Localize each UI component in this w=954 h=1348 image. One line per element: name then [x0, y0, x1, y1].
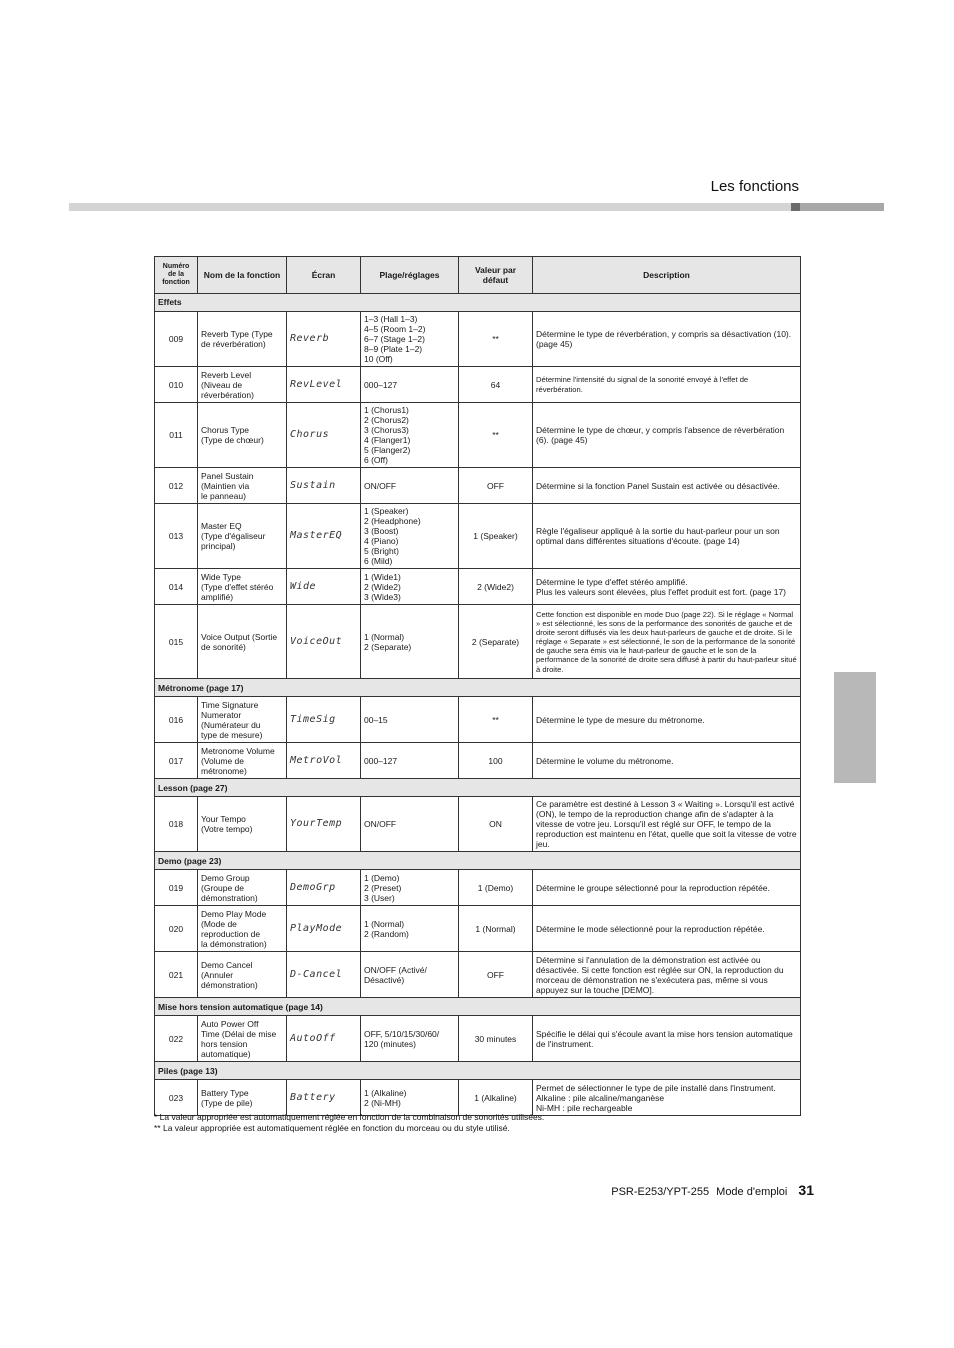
cell-number: 017: [155, 743, 198, 779]
cell-screen: Wide: [287, 569, 361, 605]
column-header-name: Nom de la fonction: [198, 257, 287, 294]
cell-function-name: Chorus Type (Type de chœur): [198, 403, 287, 468]
cell-number: 022: [155, 1016, 198, 1062]
cell-range: 1 (Demo) 2 (Preset) 3 (User): [361, 870, 459, 906]
cell-function-name: Panel Sustain (Maintien via le panneau): [198, 468, 287, 504]
cell-function-name: Wide Type (Type d'effet stéréo amplifié): [198, 569, 287, 605]
cell-range: 1–3 (Hall 1–3) 4–5 (Room 1–2) 6–7 (Stage 1–2) 8–9 (Plate 1–2) 10 (Off): [361, 312, 459, 367]
cell-default: 30 minutes: [459, 1016, 533, 1062]
cell-default: 1 (Normal): [459, 906, 533, 952]
page-number: 31: [798, 1182, 814, 1198]
cell-default: 1 (Alkaline): [459, 1080, 533, 1116]
cell-number: 012: [155, 468, 198, 504]
cell-range: 1 (Chorus1) 2 (Chorus2) 3 (Chorus3) 4 (Flanger1) 5 (Flanger2) 6 (Off): [361, 403, 459, 468]
cell-number: 013: [155, 504, 198, 569]
cell-function-name: Master EQ (Type d'égaliseur principal): [198, 504, 287, 569]
column-header-number: Numéro de la fonction: [155, 257, 198, 294]
cell-description: Détermine le type de mesure du métronome.: [533, 697, 801, 743]
cell-description: Spécifie le délai qui s'écoule avant la mise hors tension automatique de l'instrument.: [533, 1016, 801, 1062]
cell-default: 2 (Wide2): [459, 569, 533, 605]
cell-range: ON/OFF: [361, 468, 459, 504]
cell-default: **: [459, 403, 533, 468]
cell-function-name: Metronome Volume (Volume de métronome): [198, 743, 287, 779]
table-row: [155, 367, 801, 403]
cell-screen: Reverb: [287, 312, 361, 367]
cell-screen: VoiceOut: [287, 605, 361, 679]
column-header-default: Valeur par défaut: [459, 257, 533, 294]
cell-range: OFF, 5/10/15/30/60/ 120 (minutes): [361, 1016, 459, 1062]
chapter-side-tab: [834, 672, 876, 783]
cell-number: 009: [155, 312, 198, 367]
group-title: Effets: [155, 294, 801, 312]
cell-number: 015: [155, 605, 198, 679]
cell-screen: Chorus: [287, 403, 361, 468]
table-row: [155, 870, 801, 906]
cell-description: Ce paramètre est destiné à Lesson 3 « Waiting ». Lorsqu'il est activé (ON), le tempo de la reproduction change afin de s'adapter à la vitesse de votre jeu. Lorsqu'il est réglé sur OFF, le tempo de la reproduction est maintenu en l'état, quelle que soit la vitesse de votre jeu.: [533, 797, 801, 852]
cell-default: OFF: [459, 468, 533, 504]
footer-manual-title: Mode d'emploi: [716, 1186, 788, 1198]
cell-default: 2 (Separate): [459, 605, 533, 679]
cell-function-name: Demo Group (Groupe de démonstration): [198, 870, 287, 906]
group-header-row: [155, 852, 801, 870]
cell-number: 011: [155, 403, 198, 468]
cell-screen: RevLevel: [287, 367, 361, 403]
group-title: Piles (page 13): [155, 1062, 801, 1080]
header-rule-tab: [800, 203, 884, 211]
cell-function-name: Reverb Type (Type de réverbération): [198, 312, 287, 367]
group-header-row: [155, 294, 801, 312]
cell-function-name: Demo Cancel (Annuler démonstration): [198, 952, 287, 998]
table-row: [155, 605, 801, 679]
cell-screen: D-Cancel: [287, 952, 361, 998]
cell-number: 018: [155, 797, 198, 852]
table-row: [155, 743, 801, 779]
footnote: * La valeur appropriée est automatiquement réglée en fonction de la combinaison de sonorités utilisées.: [154, 1112, 545, 1122]
cell-screen: TimeSig: [287, 697, 361, 743]
header-rule: [69, 203, 791, 211]
cell-default: OFF: [459, 952, 533, 998]
cell-number: 019: [155, 870, 198, 906]
cell-screen: YourTemp: [287, 797, 361, 852]
cell-range: 000–127: [361, 367, 459, 403]
footnotes: [154, 1112, 800, 1134]
cell-range: 1 (Wide1) 2 (Wide2) 3 (Wide3): [361, 569, 459, 605]
column-header-range: Plage/réglages: [361, 257, 459, 294]
cell-default: 64: [459, 367, 533, 403]
cell-description: Détermine l'intensité du signal de la sonorité envoyé à l'effet de réverbération.: [533, 367, 801, 403]
function-table: [154, 256, 801, 1116]
cell-function-name: Auto Power Off Time (Délai de mise hors tension automatique): [198, 1016, 287, 1062]
cell-number: 020: [155, 906, 198, 952]
cell-screen: AutoOff: [287, 1016, 361, 1062]
column-header-screen: Écran: [287, 257, 361, 294]
cell-screen: Battery: [287, 1080, 361, 1116]
cell-description: Détermine le type d'effet stéréo amplifié. Plus les valeurs sont élevées, plus l'effet produit est fort. (page 17): [533, 569, 801, 605]
group-title: Lesson (page 27): [155, 779, 801, 797]
group-header-row: [155, 1062, 801, 1080]
footnote: ** La valeur appropriée est automatiquement réglée en fonction du morceau ou du style utilisé.: [154, 1123, 510, 1134]
cell-function-name: Battery Type (Type de pile): [198, 1080, 287, 1116]
cell-description: Détermine le mode sélectionné pour la reproduction répétée.: [533, 906, 801, 952]
cell-number: 014: [155, 569, 198, 605]
cell-range: 000–127: [361, 743, 459, 779]
table-row: [155, 797, 801, 852]
cell-screen: PlayMode: [287, 906, 361, 952]
cell-screen: MetroVol: [287, 743, 361, 779]
cell-description: Détermine le type de réverbération, y compris sa désactivation (10). (page 45): [533, 312, 801, 367]
table-row: [155, 1080, 801, 1116]
cell-screen: DemoGrp: [287, 870, 361, 906]
table-row: [155, 906, 801, 952]
cell-screen: Sustain: [287, 468, 361, 504]
group-title: Demo (page 23): [155, 852, 801, 870]
group-header-row: [155, 679, 801, 697]
cell-range: 1 (Normal) 2 (Separate): [361, 605, 459, 679]
cell-number: 010: [155, 367, 198, 403]
cell-range: 00–15: [361, 697, 459, 743]
table-row: [155, 569, 801, 605]
cell-description: Règle l'égaliseur appliqué à la sortie du haut-parleur pour un son optimal dans différentes situations d'écoute. (page 14): [533, 504, 801, 569]
cell-description: Détermine le groupe sélectionné pour la reproduction répétée.: [533, 870, 801, 906]
cell-description: Détermine si la fonction Panel Sustain est activée ou désactivée.: [533, 468, 801, 504]
cell-range: 1 (Speaker) 2 (Headphone) 3 (Boost) 4 (Piano) 5 (Bright) 6 (Mild): [361, 504, 459, 569]
column-header-description: Description: [533, 257, 801, 294]
cell-description: Permet de sélectionner le type de pile installé dans l'instrument. Alkaline : pile alcaline/manganèse Ni-MH : pile rechargeable: [533, 1080, 801, 1116]
section-title: Les fonctions: [710, 178, 799, 195]
table-row: [155, 1016, 801, 1062]
cell-function-name: Time Signature Numerator (Numérateur du type de mesure): [198, 697, 287, 743]
cell-default: 1 (Speaker): [459, 504, 533, 569]
header-rule-marker: [791, 203, 800, 211]
cell-function-name: Demo Play Mode (Mode de reproduction de la démonstration): [198, 906, 287, 952]
table-row: [155, 403, 801, 468]
cell-default: 1 (Demo): [459, 870, 533, 906]
cell-screen: MasterEQ: [287, 504, 361, 569]
cell-function-name: Your Tempo (Votre tempo): [198, 797, 287, 852]
cell-default: **: [459, 697, 533, 743]
group-header-row: [155, 779, 801, 797]
table-body: [155, 294, 801, 1116]
cell-description: Détermine le volume du métronome.: [533, 743, 801, 779]
cell-number: 016: [155, 697, 198, 743]
table-row: [155, 504, 801, 569]
cell-number: 023: [155, 1080, 198, 1116]
cell-function-name: Voice Output (Sortie de sonorité): [198, 605, 287, 679]
cell-description: Cette fonction est disponible en mode Duo (page 22). Si le réglage « Normal » est sélectionné, les sons de la performance des sonorités de gauche et de droite seront diffusés via les deux haut-parleurs de gauche et de droite. Si le réglage « Separate » est sélectionné, le son de la performance de la sonorité de gauche sera émis via le haut-parleur de gauche et le son de la performance de la sonorité de droite sera diffusé à partir du haut-parleur situé à droite.: [533, 605, 801, 679]
group-title: Métronome (page 17): [155, 679, 801, 697]
cell-range: ON/OFF: [361, 797, 459, 852]
cell-number: 021: [155, 952, 198, 998]
table-row: [155, 468, 801, 504]
cell-description: Détermine le type de chœur, y compris l'absence de réverbération (6). (page 45): [533, 403, 801, 468]
page-footer: [560, 1182, 814, 1198]
cell-range: ON/OFF (Activé/ Désactivé): [361, 952, 459, 998]
cell-function-name: Reverb Level (Niveau de réverbération): [198, 367, 287, 403]
group-header-row: [155, 998, 801, 1016]
table-row: [155, 312, 801, 367]
cell-description: Détermine si l'annulation de la démonstration est activée ou désactivée. Si cette fonction est réglée sur ON, la reproduction du morceau de démonstration ne s'exécutera pas, même si vous appuyez sur la touche [DEMO].: [533, 952, 801, 998]
cell-default: ON: [459, 797, 533, 852]
group-title: Mise hors tension automatique (page 14): [155, 998, 801, 1016]
cell-default: **: [459, 312, 533, 367]
cell-range: 1 (Alkaline) 2 (Ni-MH): [361, 1080, 459, 1116]
table-row: [155, 952, 801, 998]
table-row: [155, 697, 801, 743]
cell-default: 100: [459, 743, 533, 779]
table-header-row: [155, 257, 801, 294]
footer-model: PSR-E253/YPT-255: [611, 1186, 710, 1198]
cell-range: 1 (Normal) 2 (Random): [361, 906, 459, 952]
